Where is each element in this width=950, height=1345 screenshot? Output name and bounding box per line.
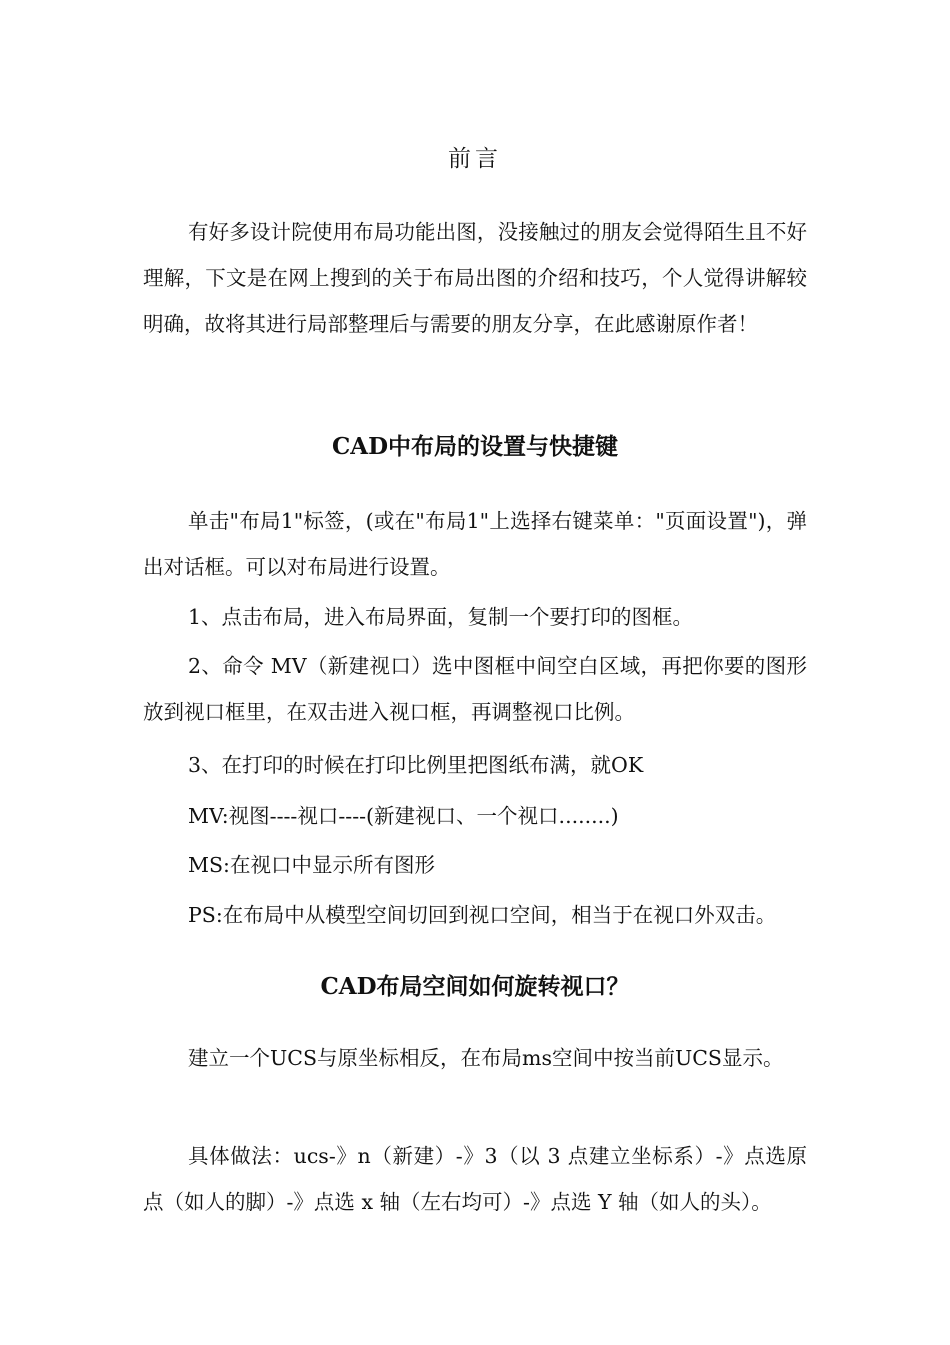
layout-step-1: 1、点击布局，进入布局界面，复制一个要打印的图框。 [188,605,694,629]
layout-intro-paragraph: 单击"布局1"标签，(或在"布局1"上选择右键菜单："页面设置")，弹出对话框。可以对布局进行设置。 [143,509,807,579]
shortcut-mv: MV:视图----视口----(新建视口、一个视口........) [188,804,619,828]
shortcut-ms: MS:在视口中显示所有图形 [188,853,435,877]
section-title-rotate-viewport: CAD布局空间如何旋转视口？ [320,973,630,1000]
rotate-paragraph-2: 具体做法：ucs-》n（新建）-》3（以 3 点建立坐标系）-》点选原点（如人的脚）-》点选 x 轴（左右均可）-》点选 Y 轴（如人的头）。 [143,1144,807,1214]
preface-title: 前言 [448,146,502,172]
preface-paragraph: 有好多设计院使用布局功能出图，没接触过的朋友会觉得陌生且不好理解，下文是在网上搜到的关于布局出图的介绍和技巧，个人觉得讲解较明确，故将其进行局部整理后与需要的朋友分享，在此感谢原作者！ [143,220,807,336]
section-title-layout-settings: CAD中布局的设置与快捷键 [331,433,619,460]
layout-step-2: 2、命令 MV（新建视口）选中图框中间空白区域，再把你要的图形放到视口框里，在双击进入视口框，再调整视口比例。 [143,654,807,724]
layout-step-3: 3、在打印的时候在打印比例里把图纸布满，就OK [188,753,644,777]
shortcut-ps: PS:在布局中从模型空间切回到视口空间，相当于在视口外双击。 [188,903,777,927]
rotate-paragraph-1: 建立一个UCS与原坐标相反，在布局ms空间中按当前UCS显示。 [188,1046,784,1070]
